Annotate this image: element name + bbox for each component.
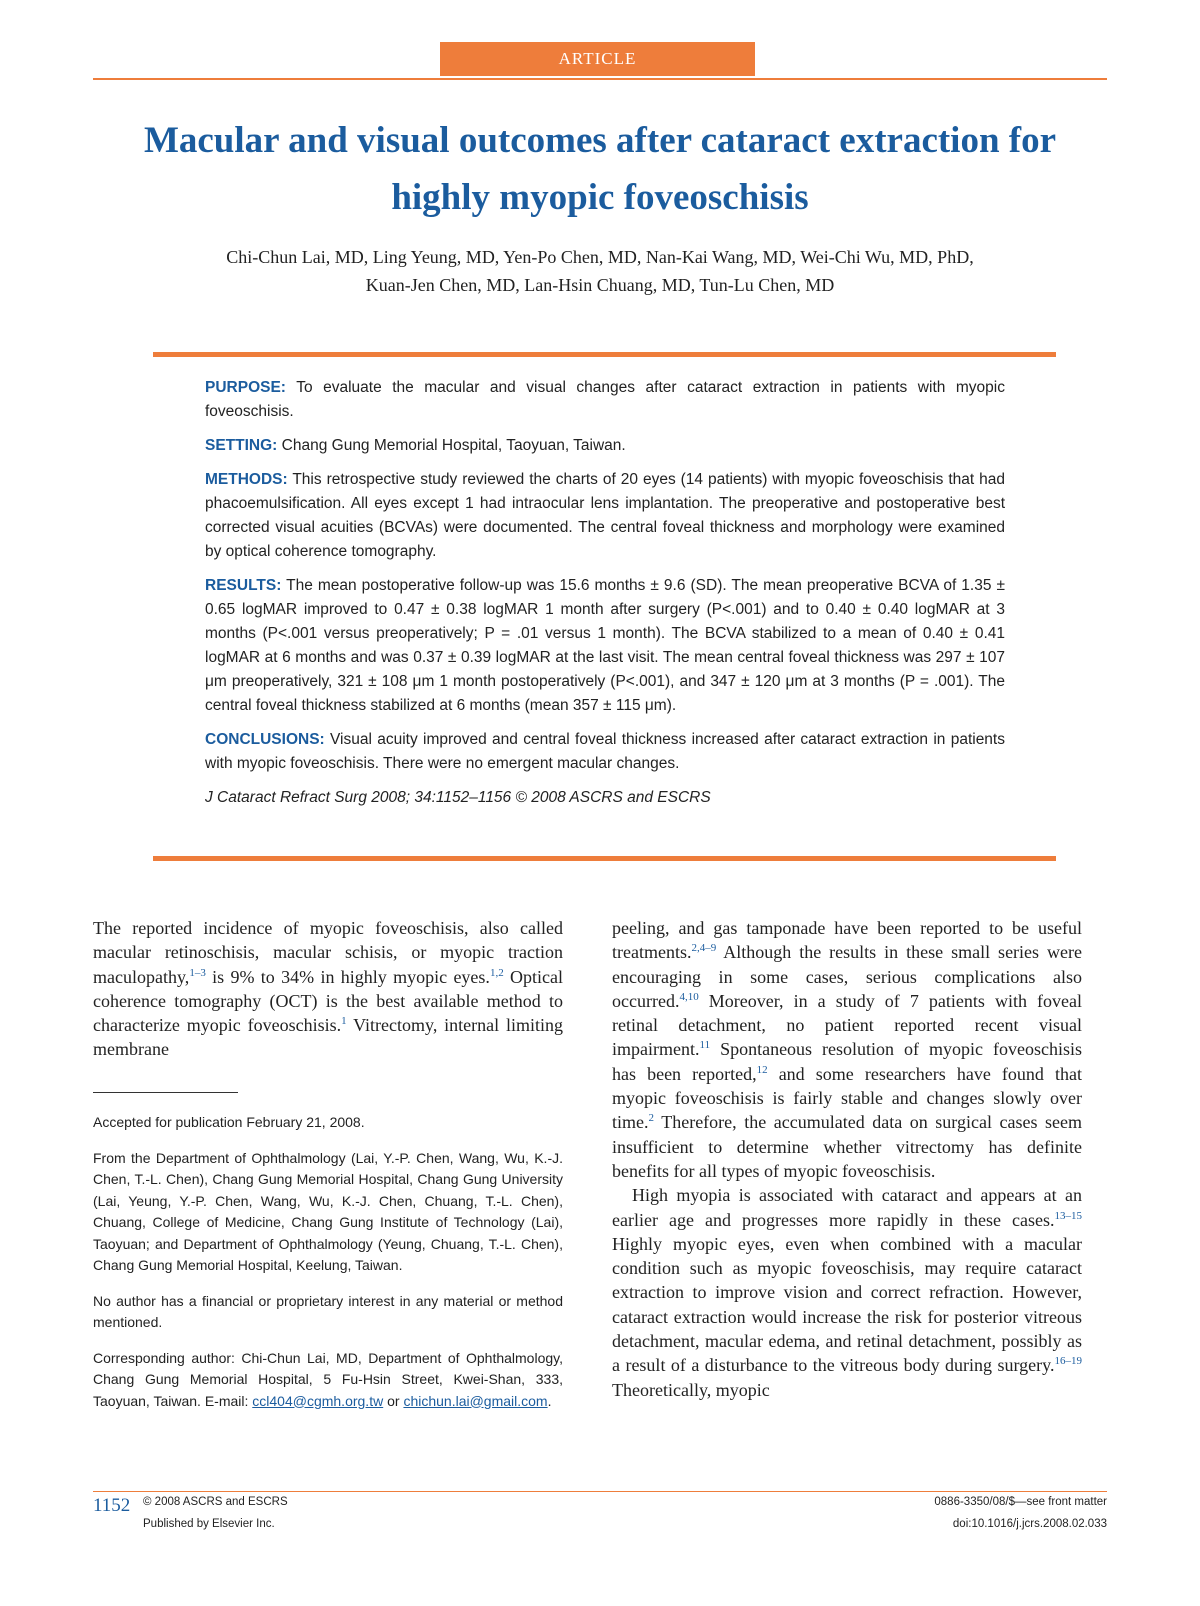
corresponding-text: Corresponding author: Chi-Chun Lai, MD, Department of Ophthalmology, Chang Gung Memorial Hospital, 5 Fu-Hsin Street, Kwei-Shan, 333, Taoyuan, Taiwan. E-mail: [93, 1349, 563, 1409]
footer-doi: doi:10.1016/j.jcrs.2008.02.033 [952, 1518, 1107, 1530]
footnote-rule [93, 1092, 238, 1093]
citation-ref[interactable]: 13–15 [1054, 1209, 1082, 1222]
footer-copyright: © 2008 ASCRS and ESCRS [143, 1496, 288, 1508]
citation-ref[interactable]: 4,10 [679, 990, 699, 1003]
abstract-top-rule [153, 352, 1056, 357]
footer-publisher: Published by Elsevier Inc. [143, 1518, 275, 1530]
body-text: Therefore, the accumulated data on surgical cases seem insufficient to determine whether vitrectomy has definite benefits for all types of myopic foveoschisis. [612, 1112, 1082, 1181]
body-text: is 9% to 34% in highly myopic eyes. [205, 966, 490, 987]
conclusions-text: Visual acuity improved and central foveal thickness increased after cataract extraction in patients with myopic foveoschisis. There were no emergent macular changes. [205, 731, 1005, 772]
citation-ref[interactable]: 16–19 [1054, 1355, 1082, 1368]
abstract-setting [205, 434, 1005, 458]
citation-ref[interactable]: 11 [699, 1039, 711, 1052]
citation-ref[interactable]: 12 [756, 1063, 768, 1076]
abstract-bottom-rule [153, 856, 1056, 861]
results-text: The mean postoperative follow-up was 15.6 months ± 9.6 (SD). The mean preoperative BCVA of 1.35 ± 0.65 logMAR improved to 0.47 ± 0.38 logMAR 1 month after surgery (P<.001) and to 0.40 ± 0.40 logMAR at 3 months (P<.001 versus preoperatively; P = .01 versus 1 month). The BCVA stabilized to a mean of 0.40 ± 0.41 logMAR at 6 months and was 0.37 ± 0.39 logMAR at the last visit. The mean central foveal thickness was 297 ± 107 μm preoperatively, 321 ± 108 μm 1 month postoperatively (P<.001), and 347 ± 120 μm at 3 months (P = .001). The central foveal thickness stabilized at 6 months (mean 357 ± 115 μm). [205, 577, 1005, 714]
setting-label: SETTING: [205, 437, 278, 454]
header-rule [93, 78, 1107, 80]
abstract-conclusions [205, 728, 1005, 776]
or-text: or [383, 1392, 404, 1409]
body-text: Highly myopic eyes, even when combined with a macular condition such as myopic foveoschisis, may require cataract extraction to improve vision and correct refraction. However, cataract extraction would increase the risk for posterior vitreous detachment, macular edema, and retinal detachment, possibly as a result of a disturbance to the vitreous body during surgery. [612, 1233, 1082, 1376]
email-link-1[interactable]: ccl404@cgmh.org.tw [252, 1392, 384, 1409]
accepted-date: Accepted for publication February 21, 2008. [93, 1114, 365, 1130]
footnotes [93, 1112, 563, 1426]
body-text: The reported incidence of myopic foveoschisis, also called macular retinoschisis, macular schisis, or myopic traction maculopathy, [93, 918, 563, 987]
body-column-right [612, 916, 1082, 1402]
results-label: RESULTS: [205, 577, 282, 594]
article-title: Macular and visual outcomes after cataract extraction for highly myopic foveoschisis [143, 120, 1057, 218]
disclosure: No author has a financial or proprietary interest in any material or method mentioned. [93, 1292, 563, 1330]
citation-ref[interactable]: 1 [341, 1015, 347, 1028]
email-link-2[interactable]: chichun.lai@gmail.com [403, 1392, 548, 1409]
methods-label: METHODS: [205, 471, 288, 488]
body-text: Spontaneous resolution of myopic foveoschisis has been reported, [612, 1039, 1082, 1084]
body-text: peeling, and gas tamponade have been reported to be useful treatments. [612, 918, 1082, 963]
abstract-results [205, 574, 1005, 718]
body-column-left [93, 916, 563, 1062]
footer-rule [93, 1491, 1107, 1492]
author-line-1: Chi-Chun Lai, MD, Ling Yeung, MD, Yen-Po Chen, MD, Nan-Kai Wang, MD, Wei-Chi Wu, MD, PhD, [226, 247, 974, 267]
article-type-tag: ARTICLE [440, 42, 755, 76]
body-paragraph [612, 916, 1082, 1183]
methods-text: This retrospective study reviewed the charts of 20 eyes (14 patients) with myopic foveoschisis that had phacoemulsification. All eyes except 1 had intraocular lens implantation. The preoperative and postoperative best corrected visual acuities (BCVAs) were documented. The central foveal thickness and morphology were examined by optical coherence tomography. [205, 471, 1005, 560]
body-text: Theoretically, myopic [612, 1379, 770, 1400]
footer-issn: 0886-3350/08/$—see front matter [934, 1496, 1107, 1508]
body-text: High myopia is associated with cataract and appears at an earlier age and progresses more rapidly in these cases. [612, 1185, 1082, 1230]
purpose-text: To evaluate the macular and visual changes after cataract extraction in patients with myopic foveoschisis. [205, 379, 1005, 420]
citation-ref[interactable]: 1,2 [489, 966, 504, 979]
period: . [547, 1392, 552, 1409]
abstract [205, 376, 1005, 820]
journal-citation: J Cataract Refract Surg 2008; 34:1152–1156 © 2008 ASCRS and ESCRS [205, 789, 711, 806]
author-list [93, 243, 1107, 299]
page-number: 1152 [93, 1495, 131, 1516]
body-paragraph [93, 916, 563, 1062]
body-text: Vitrectomy, internal limiting membrane [93, 1015, 563, 1060]
abstract-methods [205, 468, 1005, 564]
citation-ref[interactable]: 2,4–9 [691, 942, 717, 955]
affiliations: From the Department of Ophthalmology (Lai, Y.-P. Chen, Wang, Wu, K.-J. Chen, T.-L. Chen), Chang Gung Memorial Hospital, Chang Gung University (Lai, Yeung, Y.-P. Chen, Wang, Wu, K.-J. Chen, Chuang, T.-L. Chen), Chuang, College of Medicine, Chang Gung Institute of Technology (Lai), Taoyuan; and Department of Ophthalmology (Yeung, Chuang, T.-L. Chen), Chang Gung Memorial Hospital, Keelung, Taiwan. [93, 1149, 563, 1273]
body-text: Although the results in these small series were encouraging in some cases, serious complications also occurred. [612, 942, 1082, 1011]
citation-ref[interactable]: 2 [648, 1112, 654, 1125]
abstract-purpose [205, 376, 1005, 424]
body-text: and some researchers have found that myopic foveoschisis is fairly stable and changes slowly over time. [612, 1063, 1082, 1133]
setting-text: Chang Gung Memorial Hospital, Taoyuan, Taiwan. [281, 437, 626, 454]
purpose-label: PURPOSE: [205, 379, 286, 396]
citation-ref[interactable]: 1–3 [189, 966, 206, 979]
body-paragraph [612, 1183, 1082, 1402]
body-text: Optical coherence tomography (OCT) is the best available method to characterize myopic foveoschisis. [93, 966, 563, 1036]
corresponding-author [93, 1348, 563, 1413]
body-text: Moreover, in a study of 7 patients with foveal retinal detachment, no patient reported recent visual impairment. [612, 990, 1082, 1060]
conclusions-label: CONCLUSIONS: [205, 731, 325, 748]
author-line-2: Kuan-Jen Chen, MD, Lan-Hsin Chuang, MD, Tun-Lu Chen, MD [365, 275, 835, 295]
